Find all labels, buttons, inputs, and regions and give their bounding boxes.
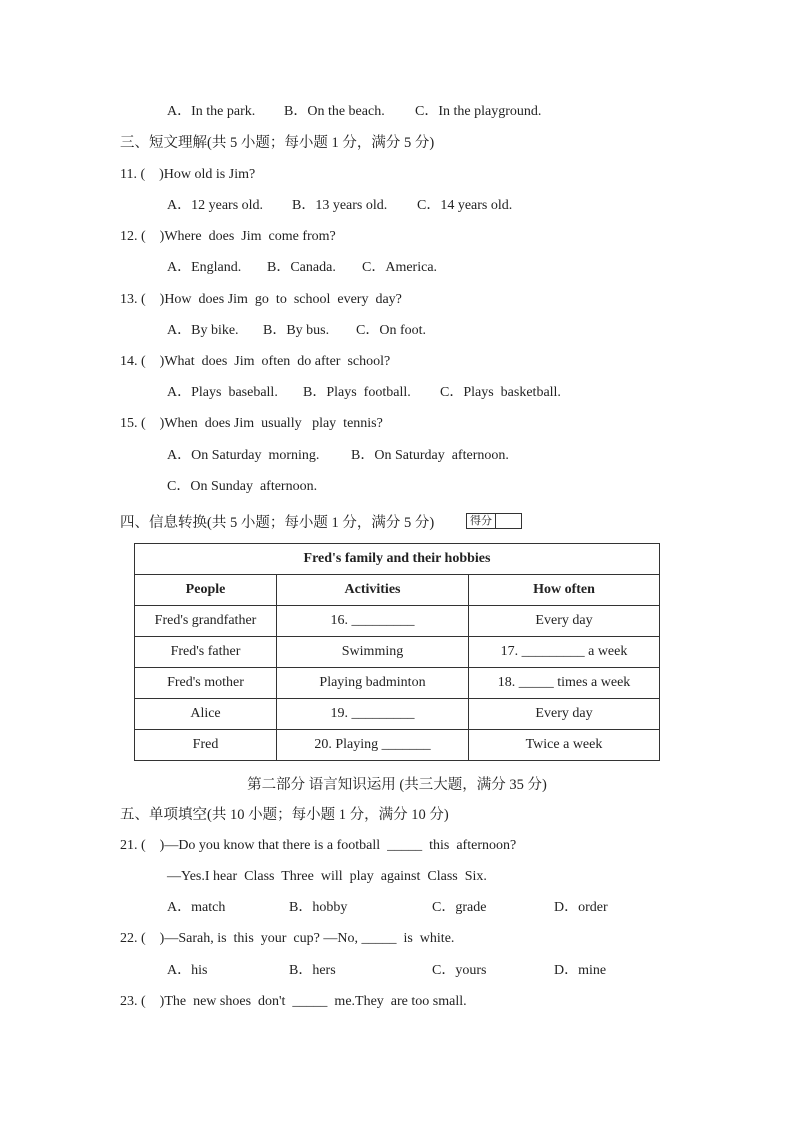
part2-heading: 第二部分 语言知识运用 (共三大题，满分 35 分): [247, 777, 547, 793]
q23-stem: 23. ( )The new shoes don't _____ me.They are too small.: [120, 994, 467, 1009]
q22-option-d: D．mine: [554, 963, 607, 978]
table-row: [135, 606, 660, 637]
table-cell: Every day: [469, 606, 660, 637]
table-cell: Fred's grandfather: [135, 606, 277, 637]
q22-option-b: B．hers: [289, 963, 336, 978]
table-cell: Playing badminton: [277, 668, 469, 699]
hobby-table: [134, 543, 660, 761]
q21-option-b: B．hobby: [289, 900, 348, 915]
q10-option-c: C．In the playground.: [415, 104, 542, 119]
table-cell: 18. _____ times a week: [469, 668, 660, 699]
q12-option-b: B．Canada.: [267, 260, 336, 275]
q11-stem: 11. ( )How old is Jim?: [120, 167, 256, 182]
section5-heading: 五、单项填空(共 10 小题；每小题 1 分，满分 10 分): [120, 807, 449, 823]
q15-stem: 15. ( )When does Jim usually play tennis?: [120, 416, 383, 431]
q12-option-c: C．America.: [362, 260, 438, 275]
q14-stem: 14. ( )What does Jim often do after school?: [120, 354, 391, 369]
q21-option-c: C．grade: [432, 900, 487, 915]
q14-option-c: C．Plays basketball.: [440, 385, 561, 400]
table-cell: 17. _________ a week: [469, 637, 660, 668]
q21-stem: 21. ( )—Do you know that there is a football _____ this afternoon?: [120, 838, 517, 853]
section4-heading: 四、信息转换(共 5 小题；每小题 1 分，满分 5 分): [120, 515, 435, 531]
q15-option-c: C．On Sunday afternoon.: [167, 479, 318, 494]
table-header: How often: [469, 575, 660, 606]
table-cell: 16. _________: [277, 606, 469, 637]
q12-stem: 12. ( )Where does Jim come from?: [120, 229, 336, 244]
table-header: Activities: [277, 575, 469, 606]
table-cell: Alice: [135, 699, 277, 730]
q14-option-a: A．Plays baseball.: [167, 385, 278, 400]
table-title: Fred's family and their hobbies: [135, 544, 660, 575]
table-cell: Fred's father: [135, 637, 277, 668]
q13-option-a: A．By bike.: [167, 323, 239, 338]
q22-stem: 22. ( )—Sarah, is this your cup? —No, _____ is white.: [120, 931, 455, 946]
q11-option-b: B．13 years old.: [292, 198, 388, 213]
table-cell: Fred's mother: [135, 668, 277, 699]
q13-option-c: C．On foot.: [356, 323, 426, 338]
table-cell: 19. _________: [277, 699, 469, 730]
q22-option-c: C．yours: [432, 963, 487, 978]
q14-option-b: B．Plays football.: [303, 385, 411, 400]
q21-option-d: D．order: [554, 900, 608, 915]
table-cell: Swimming: [277, 637, 469, 668]
q11-option-a: A．12 years old.: [167, 198, 264, 213]
q15-option-b: B．On Saturday afternoon.: [351, 448, 509, 463]
q13-stem: 13. ( )How does Jim go to school every day?: [120, 292, 402, 307]
q13-option-b: B．By bus.: [263, 323, 330, 338]
q10-option-a: A．In the park.: [167, 104, 256, 119]
table-header: People: [135, 575, 277, 606]
q15-option-a: A．On Saturday morning.: [167, 448, 320, 463]
score-label: 得分: [467, 514, 496, 528]
table-cell: 20. Playing _______: [277, 730, 469, 761]
q12-option-a: A．England.: [167, 260, 242, 275]
q10-option-b: B．On the beach.: [284, 104, 385, 119]
table-cell: Every day: [469, 699, 660, 730]
q21-option-a: A．match: [167, 900, 226, 915]
q21-line2: —Yes.I hear Class Three will play against Class Six.: [167, 869, 487, 884]
q22-option-a: A．his: [167, 963, 208, 978]
table-row: [135, 668, 660, 699]
table-row: [135, 637, 660, 668]
table-cell: Twice a week: [469, 730, 660, 761]
score-box: [466, 513, 522, 529]
table-cell: Fred: [135, 730, 277, 761]
table-row: [135, 730, 660, 761]
table-row: [135, 699, 660, 730]
section3-heading: 三、短文理解(共 5 小题；每小题 1 分，满分 5 分): [120, 135, 435, 151]
q11-option-c: C．14 years old.: [417, 198, 513, 213]
